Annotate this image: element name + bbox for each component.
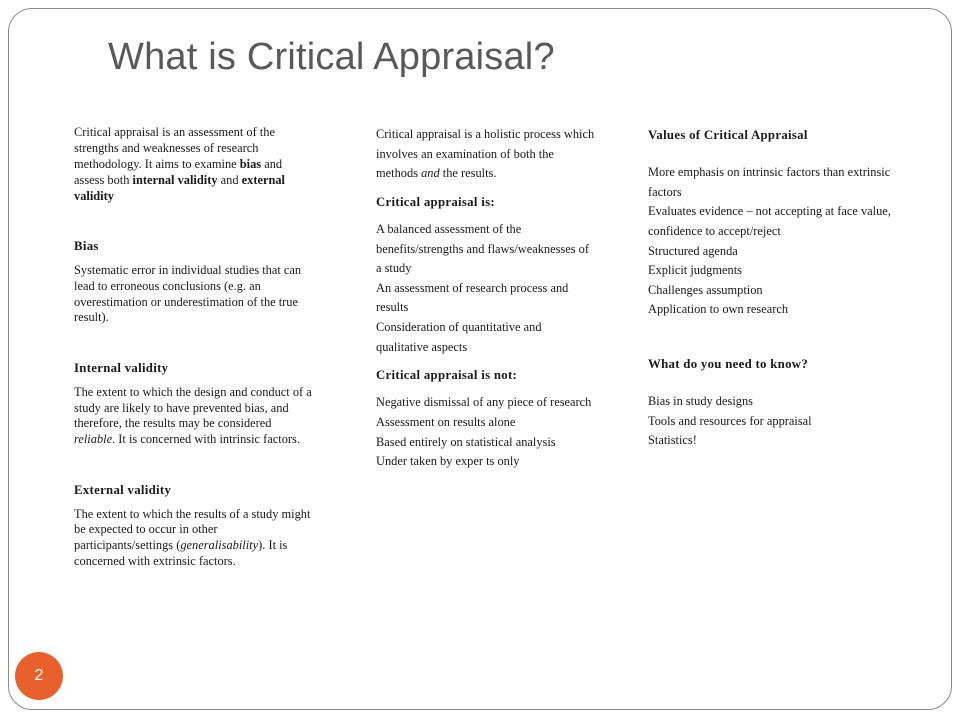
bias-heading: Bias <box>74 239 99 254</box>
values-heading: Values of Critical Appraisal <box>648 128 808 142</box>
external-validity-heading: External validity <box>74 483 172 498</box>
list-item: Evaluates evidence – not accepting at face value, confidence to accept/reject <box>648 204 891 238</box>
list-item: Consideration of quantitative and qualitative aspects <box>376 319 542 354</box>
values-list <box>648 163 908 320</box>
internal-validity-text: The extent to which the design and conduct of a study are likely to have prevented bias, and therefore, the results may be considered reliable. It is concerned with intrinsic factors. <box>74 384 312 447</box>
column-what-it-is <box>376 125 596 472</box>
page-number-badge: 2 <box>15 652 63 700</box>
list-item: Application to own research <box>648 302 789 317</box>
list-item: Based entirely on statistical analysis <box>376 434 556 449</box>
bias-text: Systematic error in individual studies that can lead to erroneous conclusions (e.g. an overestimation or underestimation of the true result). <box>74 262 302 325</box>
external-validity-text: The extent to which the results of a study might be expected to occur in other participants/settings (generalisability). It is concerned with extrinsic factors. <box>74 506 311 569</box>
slide-title: What is Critical Appraisal? <box>108 36 555 78</box>
list-item: Assessment on results alone <box>376 414 516 429</box>
is-not-list <box>376 393 596 471</box>
is-list <box>376 220 596 357</box>
column-values <box>648 125 908 451</box>
need-to-know-list <box>648 392 908 451</box>
list-item: An assessment of research process and results <box>376 280 569 315</box>
need-to-know-heading: What do you need to know? <box>648 356 809 371</box>
list-item: Statistics! <box>648 433 697 448</box>
is-not-heading: Critical appraisal is not: <box>376 368 518 383</box>
list-item: A balanced assessment of the benefits/strengths and flaws/weaknesses of a study <box>376 222 589 276</box>
list-item: Under taken by exper ts only <box>376 454 520 469</box>
list-item: Challenges assumption <box>648 282 763 297</box>
list-item: Explicit judgments <box>648 263 742 278</box>
internal-validity-heading: Internal validity <box>74 361 169 376</box>
col1-intro: Critical appraisal is an assessment of the strengths and weaknesses of research methodology. It aims to examine bias and assess both internal validity and external validity <box>74 125 285 203</box>
column-definitions <box>74 125 314 570</box>
list-item: Bias in study designs <box>648 394 753 409</box>
col2-intro: Critical appraisal is a holistic process which involves an examination of both the methods and the results. <box>376 127 595 181</box>
list-item: Structured agenda <box>648 243 738 258</box>
list-item: Tools and resources for appraisal <box>648 413 812 428</box>
list-item: Negative dismissal of any piece of research <box>376 395 592 410</box>
list-item: More emphasis on intrinsic factors than extrinsic factors <box>648 165 891 199</box>
is-heading: Critical appraisal is: <box>376 194 495 209</box>
